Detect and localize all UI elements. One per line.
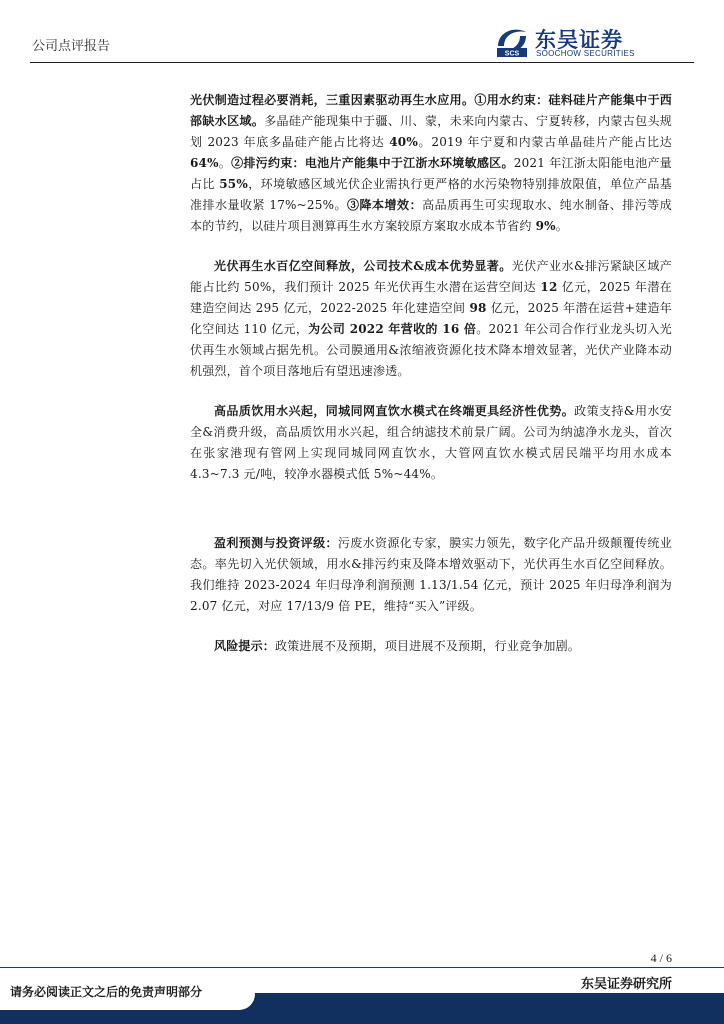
p2-value-12: 12 bbox=[540, 280, 558, 294]
p2-text: 亿元，2025 年潜在运营+建造年化空间达 110 亿元， bbox=[190, 301, 672, 336]
p1-text: 多晶硅产能现集中于疆、川、蒙，未来向内蒙古、宁夏转移，内蒙古包头规划 2023 年底多晶硅产能占比将达 bbox=[190, 114, 673, 149]
p1-water-constraint: ①用水约束：硅料硅片产能集中于西部缺水区域。 bbox=[190, 93, 673, 128]
header-divider bbox=[30, 62, 694, 63]
p1-text: 。 bbox=[555, 219, 568, 233]
p2-highlight: 为公司 2022 年营收的 16 倍 bbox=[308, 322, 477, 336]
p3-text: 政策支持&用水安全&消费升级，高品质饮用水兴起，组合纳滤技术前景广阔。公司为纳滤净水龙头，首次在张家港现有管网上实现同城同网直饮水，大管网直饮水模式居民端平均用水成本 4.3~7.3 元/吨，较净水器模式低 5%~44%。 bbox=[190, 404, 672, 481]
p1-heading: 光伏制造过程必要消耗，三重因素驱动再生水应用。 bbox=[190, 93, 475, 107]
paragraph-risk-warning bbox=[190, 636, 672, 657]
p1-text: 高品质再生可实现取水、纯水制备、排污等成本的节约，以硅片项目测算再生水方案较原方案取水成本节省约 bbox=[190, 198, 672, 233]
p1-text: 2021 年江浙太阳能电池产量占比 bbox=[190, 156, 672, 191]
p1-value-64: 64% bbox=[190, 156, 219, 170]
p1-discharge-constraint: ②排污约束：电池片产能集中于江浙水环境敏感区。 bbox=[231, 156, 514, 170]
logo-chinese-name: 东吴证券 bbox=[535, 28, 623, 52]
header-label: 公司点评报告 bbox=[32, 39, 111, 54]
footer-disclaimer: 请务必阅读正文之后的免责声明部分 bbox=[0, 978, 255, 1010]
p4-text: 污废水资源化专家，膜实力领先，数字化产品升级颠覆传统业态。率先切入光伏领域，用水&排污约束及降本增效驱动下，光伏再生水百亿空间释放。我们维持 2023-2024 年归母净利润预测 1.13/1.54 亿元，预计 2025 年归母净利润为 2.07 亿元，对应 17/13/9 倍 PE，维持“买入”评级。 bbox=[190, 536, 672, 613]
p3-heading: 高品质饮用水兴起，同城同网直饮水模式在终端更具经济性优势。 bbox=[214, 404, 575, 418]
p2-heading: 光伏再生水百亿空间释放，公司技术&成本优势显著。 bbox=[214, 259, 512, 273]
p1-text: 。2019 年宁夏和内蒙古单晶硅片产能占比达 bbox=[417, 135, 672, 149]
p2-text: 光伏产业水&排污紧缺区域产能占比约 50%，我们预计 2025 年光伏再生水潜在运营空间达 bbox=[190, 259, 672, 294]
paragraph-market-space bbox=[190, 256, 672, 382]
footer-institute: 东吴证券研究所 bbox=[580, 977, 672, 992]
p2-value-98: 98 bbox=[469, 301, 487, 315]
report-body bbox=[190, 90, 672, 676]
p1-text: 。 bbox=[218, 156, 232, 170]
logo-english-name: SOOCHOW SECURITIES bbox=[536, 49, 635, 58]
p1-value-55: 55% bbox=[219, 177, 248, 191]
logo-mark-icon bbox=[494, 24, 530, 58]
p2-text: 亿元，2025 年潜在建造空间达 295 亿元，2022-2025 年化建造空间 bbox=[190, 280, 672, 315]
company-logo bbox=[494, 24, 694, 58]
p1-value-9: 9% bbox=[535, 219, 556, 233]
p4-heading: 盈利预测与投资评级： bbox=[214, 536, 338, 550]
paragraph-forecast-rating bbox=[190, 533, 672, 617]
logo-mark-text: SCS bbox=[504, 50, 520, 58]
p1-cost-reduction: ③降本增效： bbox=[347, 198, 423, 212]
page-number: 4 / 6 bbox=[650, 951, 672, 965]
p1-text: ，环境敏感区域光伏企业需执行更严格的水污染物特别排放限值，单位产品基准排水量收紧 17%~25%。 bbox=[190, 177, 672, 212]
paragraph-pv-water-drivers bbox=[190, 90, 672, 237]
p1-value-40: 40% bbox=[389, 135, 418, 149]
p2-text: 。2021 年公司合作行业龙头切入光伏再生水领域占据先机。公司膜通用&浓缩液资源化技术降本增效显著，光伏产业降本动机强烈，首个项目落地后有望迅速渗透。 bbox=[190, 322, 672, 378]
footer-divider bbox=[0, 967, 724, 968]
paragraph-drinking-water bbox=[190, 401, 672, 485]
p5-heading: 风险提示： bbox=[214, 639, 276, 653]
p5-text: 政策进展不及预期，项目进展不及预期，行业竞争加剧。 bbox=[275, 639, 581, 653]
